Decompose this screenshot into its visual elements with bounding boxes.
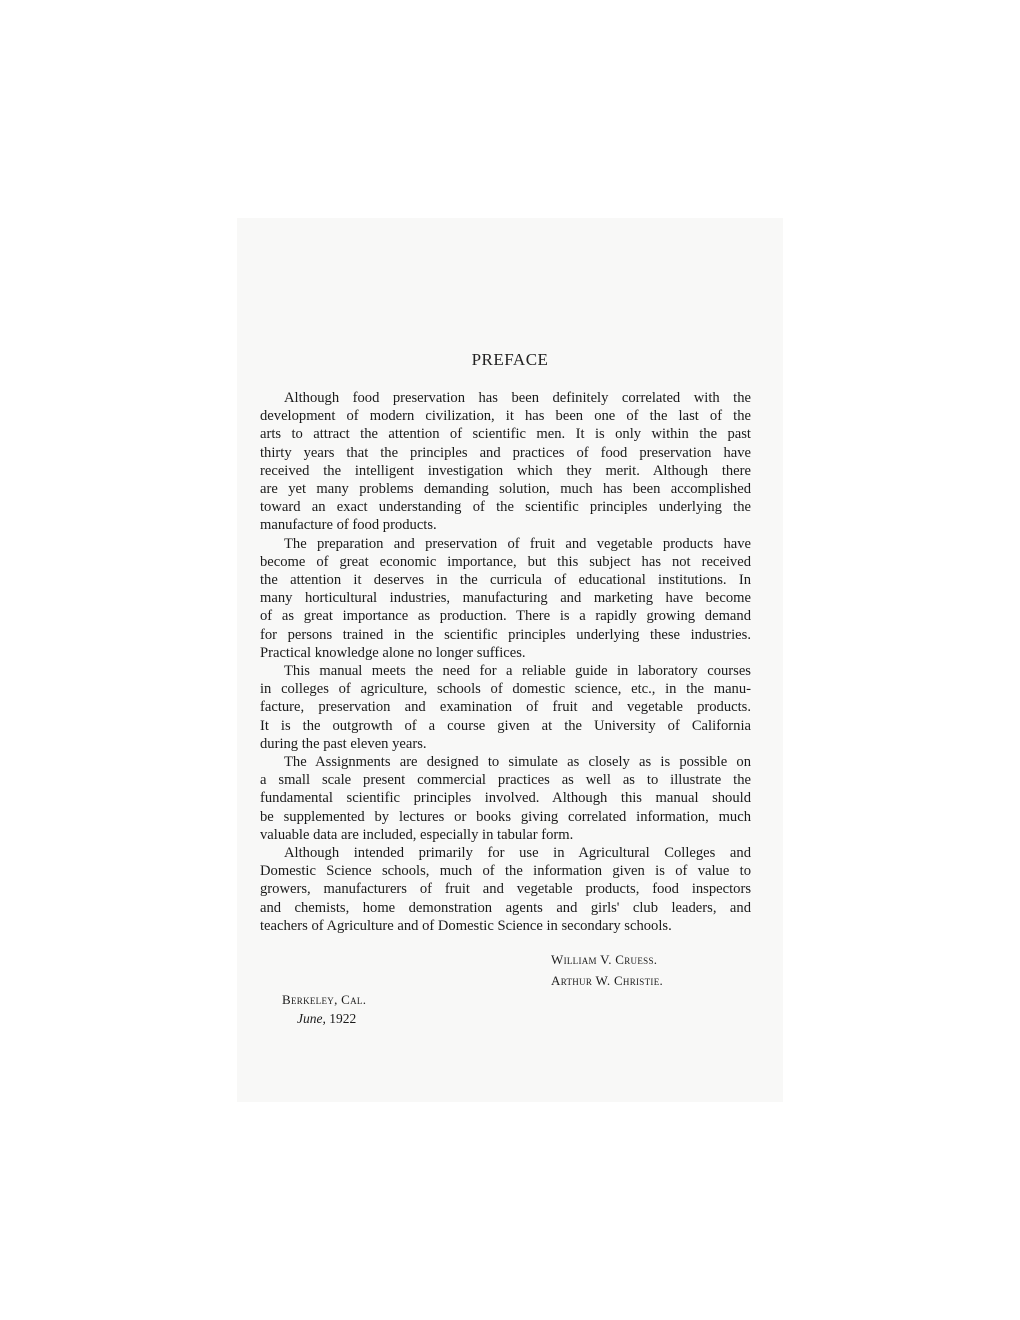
text-line: received the intelligent investigation which they merit. Although there xyxy=(260,462,751,479)
text-line: and chemists, home demonstration agents and girls' club leaders, and xyxy=(260,899,751,916)
text-line: Practical knowledge alone no longer suffices. xyxy=(260,644,526,661)
text-line: The Assignments are designed to simulate as closely as is possible on xyxy=(284,754,751,771)
paragraph xyxy=(260,753,751,844)
text-line: during the past eleven years. xyxy=(260,735,427,752)
text-line: valuable data are included, especially in tabular form. xyxy=(260,826,574,843)
text-line: fundamental scientific principles involved. Although this manual should xyxy=(260,790,751,807)
text-line: be supplemented by lectures or books giving correlated information, much xyxy=(260,808,751,825)
text-line: This manual meets the need for a reliable guide in laboratory courses xyxy=(284,663,751,680)
text-line: teachers of Agriculture and of Domestic Science in secondary schools. xyxy=(260,917,672,934)
page-title: PREFACE xyxy=(471,350,549,369)
date-year: 1922 xyxy=(329,1011,357,1026)
paragraph xyxy=(260,662,751,753)
text-line: many horticultural industries, manufacturing and marketing have become xyxy=(260,590,751,607)
text-line: a small scale present commercial practices as well as to illustrate the xyxy=(260,772,751,789)
text-line: Although food preservation has been definitely correlated with the xyxy=(284,390,751,406)
text-line: are yet many problems demanding solution, much has been accomplished xyxy=(260,481,751,498)
text-line: Domestic Science schools, much of the information given is of value to xyxy=(260,863,751,880)
text-line: arts to attract the attention of scientific men. It is only within the past xyxy=(260,426,751,443)
signature-author-2: Arthur W. Christie. xyxy=(551,973,664,988)
paragraph xyxy=(260,389,751,535)
text-line: toward an exact understanding of the scientific principles underlying the xyxy=(260,499,751,516)
text-line: It is the outgrowth of a course given at the University of California xyxy=(260,717,751,734)
date-month: June, xyxy=(297,1011,326,1026)
paragraph xyxy=(260,844,751,935)
text-line: of as great importance as production. There is a rapidly growing demand xyxy=(260,608,751,625)
text-line: in colleges of agriculture, schools of domestic science, etc., in the manu- xyxy=(260,681,751,698)
text-line: growers, manufacturers of fruit and vegetable products, food inspectors xyxy=(260,881,751,898)
text-line: facture, preservation and examination of fruit and vegetable products. xyxy=(260,699,751,716)
date-line xyxy=(297,1011,356,1027)
text-line: Although intended primarily for use in Agricultural Colleges and xyxy=(284,845,751,862)
text-line: The preparation and preservation of fruit and vegetable products have xyxy=(284,535,751,552)
text-line: the attention it deserves in the curricula of educational institutions. In xyxy=(260,572,751,589)
text-line: for persons trained in the scientific principles underlying these industries. xyxy=(260,626,751,643)
text-line: become of great economic importance, but this subject has not received xyxy=(260,553,751,570)
paragraph xyxy=(260,535,751,662)
signature-author-1: William V. Cruess. xyxy=(551,952,658,967)
place-line: Berkeley, Cal. xyxy=(282,992,367,1007)
preface-body xyxy=(260,389,751,935)
text-line: development of modern civilization, it has been one of the last of the xyxy=(260,408,751,425)
text-line: thirty years that the principles and practices of food preservation have xyxy=(260,444,751,461)
text-line: manufacture of food products. xyxy=(260,517,437,534)
